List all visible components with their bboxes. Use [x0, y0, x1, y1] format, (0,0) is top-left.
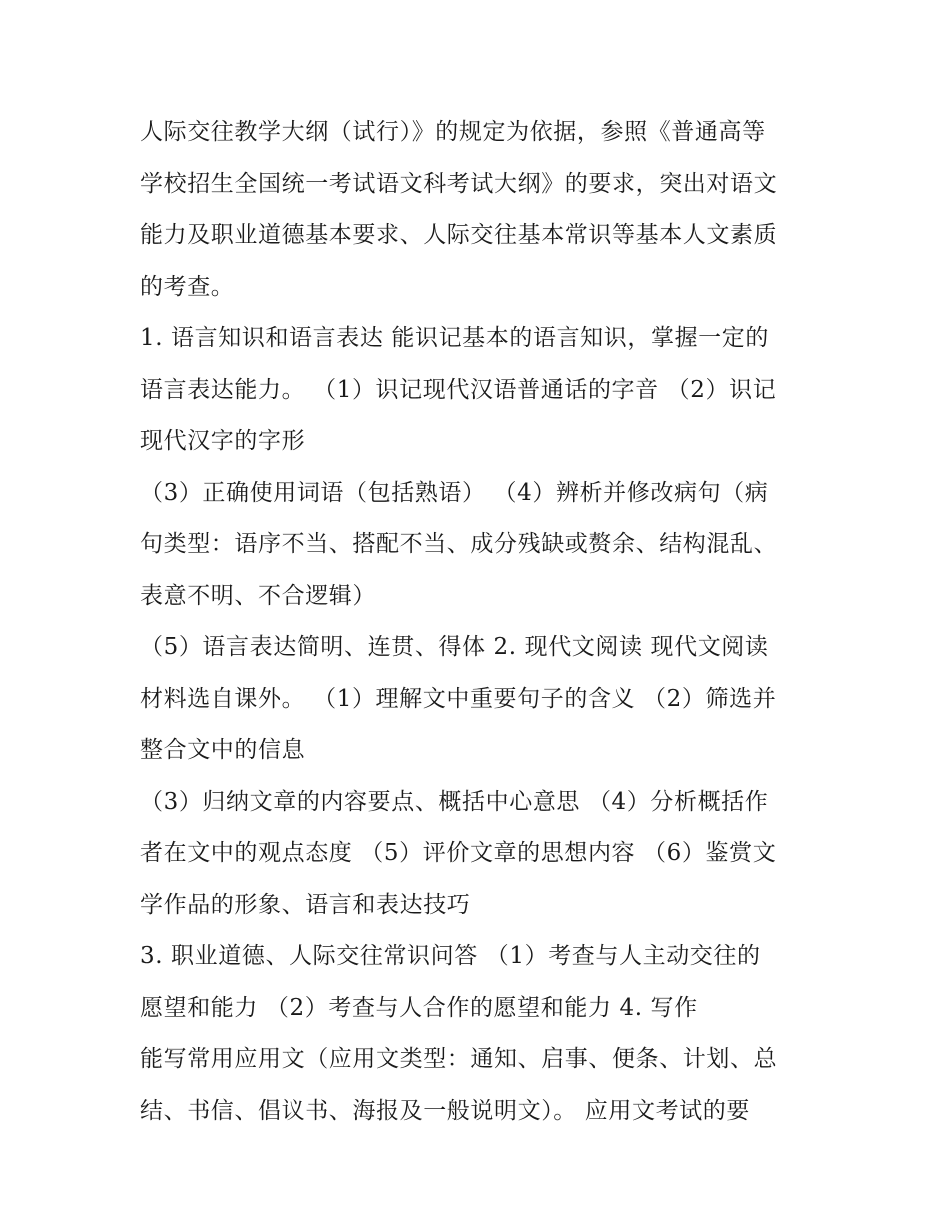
text-line: 愿望和能力 （2）考查与人合作的愿望和能力 4. 写作 — [140, 994, 698, 1021]
text-line: 学作品的形象、语言和表达技巧 — [140, 891, 471, 918]
text-line: 1. 语言知识和语言表达 能识记基本的语言知识，掌握一定的 — [140, 325, 769, 351]
text-line: 材料选自课外。 （1）理解文中重要句子的含义 （2）筛选并 — [140, 685, 777, 712]
text-line: 整合文中的信息 — [140, 737, 306, 763]
text-line: 结、书信、倡议书、海报及一般说明文）。 应用文考试的要 — [140, 1097, 751, 1124]
text-line: 能力及职业道德基本要求、人际交往基本常识等基本人文素质 — [140, 222, 778, 248]
text-line: 的考查。 — [140, 273, 235, 300]
text-line: 学校招生全国统一考试语文科考试大纲》的要求，突出对语文 — [140, 170, 778, 197]
text-line: 能写常用应用文（应用文类型：通知、启事、便条、计划、总 — [140, 1046, 778, 1072]
body-text — [140, 107, 820, 1137]
text-line: 现代汉字的字形 — [140, 428, 306, 454]
text-line: 语言表达能力。 （1）识记现代汉语普通话的字音 （2）识记 — [140, 376, 777, 403]
text-line: 表意不明、不合逻辑） — [140, 582, 376, 609]
text-line: （5）语言表达简明、连贯、得体 2. 现代文阅读 现代文阅读 — [140, 634, 769, 660]
text-line: （3）归纳文章的内容要点、概括中心意思 （4）分析概括作 — [140, 788, 769, 815]
text-line: （3）正确使用词语（包括熟语） （4）辨析并修改病句（病 — [140, 479, 769, 506]
text-line: 者在文中的观点态度 （5）评价文章的思想内容 （6）鉴赏文 — [140, 840, 777, 866]
text-line: 句类型：语序不当、搭配不当、成分残缺或赘余、结构混乱、 — [140, 531, 778, 557]
text-line: 3. 职业道德、人际交往常识问答 （1）考查与人主动交往的 — [140, 943, 761, 969]
text-line: 人际交往教学大纲（试行）》的规定为依据，参照《普通高等 — [140, 119, 766, 145]
